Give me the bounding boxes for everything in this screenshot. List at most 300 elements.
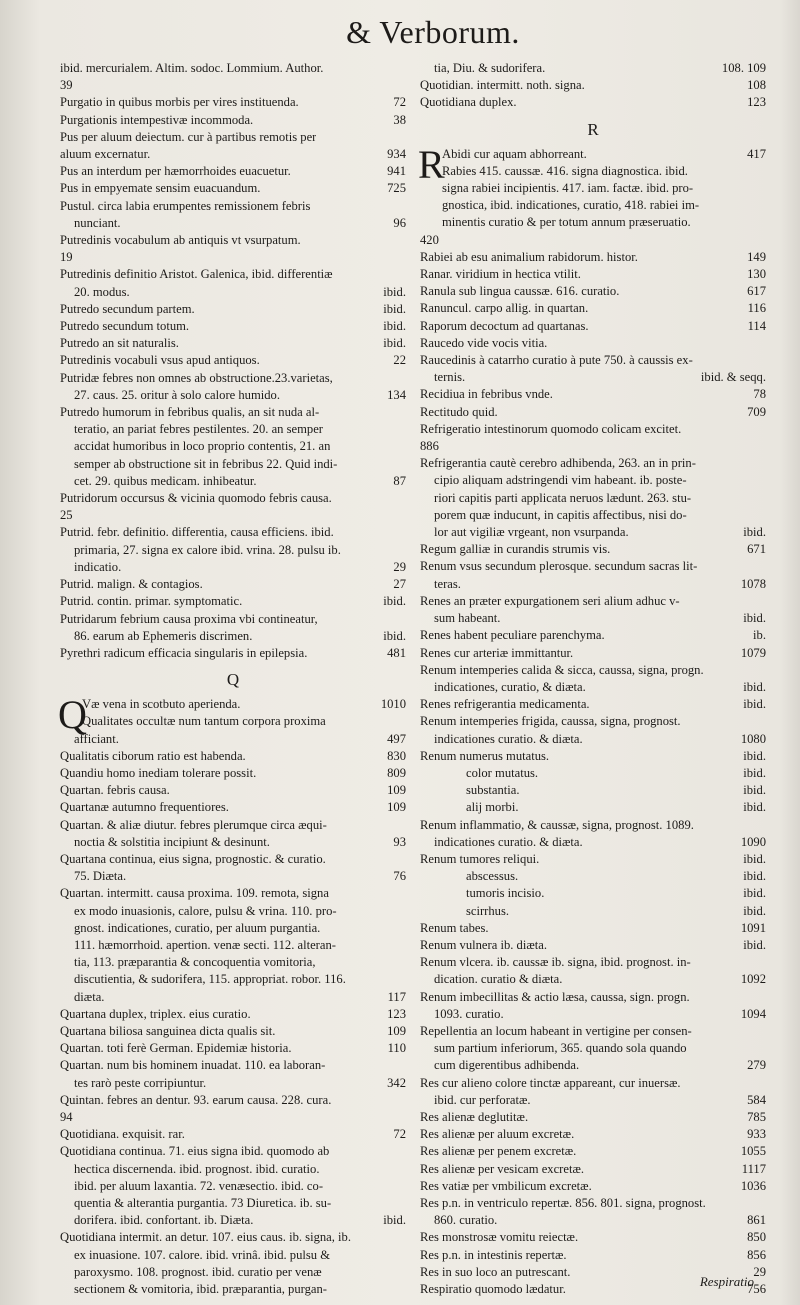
entry-page-ref: 108 bbox=[747, 78, 766, 93]
index-entry bbox=[60, 1229, 406, 1246]
index-entry bbox=[420, 1195, 766, 1212]
entry-text: Renum tabes. bbox=[420, 920, 489, 935]
entry-page-ref: 1091 bbox=[740, 920, 766, 935]
index-entry bbox=[420, 645, 766, 662]
entry-text: Quotidian. intermitt. noth. signa. bbox=[420, 78, 585, 93]
entry-page-ref: ibid. bbox=[383, 301, 406, 316]
entry-text: primaria, 27. signa ex calore ibid. vrina. 28. pulsu ib. bbox=[74, 542, 341, 557]
index-entry bbox=[420, 1178, 766, 1195]
index-entry bbox=[420, 438, 766, 455]
index-entry bbox=[420, 713, 766, 730]
entry-text: 860. curatio. bbox=[434, 1213, 498, 1228]
entry-text: Quartana continua, eius signa, prognostic. & curatio. bbox=[60, 851, 326, 866]
entry-page-ref: 38 bbox=[393, 112, 406, 127]
entry-text: noctia & solstitia incipiunt & desinunt. bbox=[74, 834, 270, 849]
index-entry bbox=[420, 1161, 766, 1178]
entry-text: substantia. bbox=[466, 783, 520, 798]
entry-page-ref: 109 bbox=[387, 1023, 406, 1038]
index-entry bbox=[60, 576, 406, 593]
entry-text: 75. Diæta. bbox=[74, 869, 127, 884]
entry-text: Refrigeratio intestinorum quomodo colicam excitet. bbox=[420, 421, 682, 436]
index-entry bbox=[420, 369, 766, 386]
index-entry bbox=[420, 1143, 766, 1160]
index-entry bbox=[60, 782, 406, 799]
entry-text: Res alienæ per penem excretæ. bbox=[420, 1144, 577, 1159]
entry-text: 27. caus. 25. oritur à solo calore humido. bbox=[74, 387, 281, 402]
entry-page-ref: 27 bbox=[393, 577, 406, 592]
catchword: Respiratio bbox=[699, 1274, 754, 1289]
entry-text: Abidi cur aquam abhorreant. bbox=[442, 146, 587, 161]
entry-page-ref: 117 bbox=[387, 989, 406, 1004]
entry-text: 94 bbox=[60, 1109, 73, 1124]
entry-text: Renes refrigerantia medicamenta. bbox=[420, 697, 590, 712]
index-columns bbox=[60, 60, 766, 1298]
entry-text: Res monstrosæ vomitu reiectæ. bbox=[420, 1230, 579, 1245]
entry-text: tes rarò peste corripiuntur. bbox=[74, 1075, 207, 1090]
entry-text: Qualitates occultæ num tantum corpora proxima bbox=[82, 714, 326, 729]
entry-text: Rabies 415. caussæ. 416. signa diagnostica. ibid. bbox=[442, 163, 688, 178]
index-entry bbox=[420, 335, 766, 352]
entry-page-ref: 1010 bbox=[380, 697, 406, 712]
entry-text: Putredo humorum in febribus qualis, an sit nuda al- bbox=[60, 405, 320, 420]
entry-page-ref: 72 bbox=[393, 1127, 406, 1142]
index-entry bbox=[60, 318, 406, 335]
entry-page-ref: 279 bbox=[747, 1058, 766, 1073]
index-entry bbox=[60, 834, 406, 851]
index-entry bbox=[60, 456, 406, 473]
index-entry bbox=[420, 662, 766, 679]
entry-text: indicationes, curatio, & diæta. bbox=[434, 679, 586, 694]
entry-text: indicatio. bbox=[74, 559, 122, 574]
entry-page-ref: 584 bbox=[747, 1092, 766, 1107]
index-entry bbox=[60, 817, 406, 834]
entry-text: ibid. mercurialem. Altim. sodoc. Lommium. Author. bbox=[60, 61, 324, 75]
entry-page-ref: 1090 bbox=[740, 834, 766, 849]
entry-text: Pustul. circa labia erumpentes remissionem febris bbox=[60, 198, 311, 213]
index-entry bbox=[420, 1126, 766, 1143]
left-column bbox=[60, 60, 406, 1298]
entry-text: Pus an interdum per hæmorrhoides euacuetur. bbox=[60, 164, 291, 179]
entry-text: 86. earum ab Ephemeris discrimen. bbox=[74, 628, 253, 643]
entry-text: Regum galliæ in curandis strumis vis. bbox=[420, 542, 611, 557]
index-entry bbox=[60, 370, 406, 387]
entry-text: Renum inflammatio, & caussæ, signa, prognost. 1089. bbox=[420, 817, 694, 832]
entry-text: Res p.n. in ventriculo repertæ. 856. 801. signa, prognost. bbox=[420, 1196, 706, 1210]
entry-text: 111. hæmorrhoid. apertion. venæ secti. 112. alteran- bbox=[74, 937, 336, 952]
entry-text: ibid. per aluum laxantia. 72. venæsectio. ibid. co- bbox=[74, 1178, 324, 1193]
index-entry bbox=[420, 627, 766, 644]
entry-text: teras. bbox=[434, 576, 461, 591]
entry-text: Recidiua in febribus vnde. bbox=[420, 387, 553, 402]
entry-text: minentis curatio & per totum annum præseruatio. bbox=[442, 215, 691, 230]
index-entry bbox=[420, 60, 766, 77]
index-entry bbox=[420, 937, 766, 954]
entry-page-ref: 22 bbox=[393, 353, 406, 368]
entry-text: gnostica, ibid. indicationes, curatio, 418. rabiei im- bbox=[442, 198, 700, 213]
index-entry bbox=[420, 885, 766, 902]
entry-text: Putridæ febres non omnes ab obstructione.23.varietas, bbox=[60, 370, 333, 385]
entry-page-ref: ibid. bbox=[383, 319, 406, 334]
entry-text: cipio aliquam adstringendi vim habeant. ib. poste- bbox=[434, 473, 687, 488]
index-entry bbox=[60, 421, 406, 438]
index-entry bbox=[420, 1006, 766, 1023]
entry-text: sum habeant. bbox=[434, 611, 501, 626]
entry-text: cum digerentibus adhibenda. bbox=[434, 1058, 580, 1073]
index-entry bbox=[60, 1281, 406, 1298]
entry-text: Res p.n. in intestinis repertæ. bbox=[420, 1247, 567, 1262]
index-entry bbox=[60, 713, 406, 730]
entry-text: Raporum decoctum ad quartanas. bbox=[420, 318, 589, 333]
entry-page-ref: 1078 bbox=[740, 576, 766, 591]
entry-page-ref: 109 bbox=[387, 800, 406, 815]
index-entry bbox=[60, 112, 406, 129]
entry-text: Quartan. & aliæ diutur. febres plerumque circa æqui- bbox=[60, 817, 327, 832]
index-entry bbox=[420, 679, 766, 696]
index-entry bbox=[60, 937, 406, 954]
entry-text: sectionem & vomitoria, ibid. præparantia, purgan- bbox=[74, 1282, 327, 1297]
index-entry bbox=[60, 559, 406, 576]
index-entry bbox=[420, 214, 766, 231]
index-entry bbox=[60, 438, 406, 455]
entry-page-ref: ibid. bbox=[743, 679, 766, 694]
index-entry bbox=[60, 266, 406, 283]
entry-text: scirrhus. bbox=[466, 903, 510, 918]
index-entry bbox=[420, 799, 766, 816]
entry-text: Quartana duplex, triplex. eius curatio. bbox=[60, 1006, 251, 1021]
entry-text: 886 bbox=[420, 439, 439, 454]
index-entry bbox=[60, 1178, 406, 1195]
entry-page-ref: 78 bbox=[753, 387, 766, 402]
entry-text: Qualitatis ciborum ratio est habenda. bbox=[60, 748, 246, 763]
index-entry bbox=[60, 60, 406, 77]
index-entry bbox=[60, 611, 406, 628]
entry-text: alij morbi. bbox=[466, 800, 519, 815]
index-entry bbox=[420, 558, 766, 575]
index-entry bbox=[60, 146, 406, 163]
entry-page-ref: 497 bbox=[387, 731, 406, 746]
entry-text: Res alienæ per aluum excretæ. bbox=[420, 1127, 575, 1142]
entry-page-ref: ibid. bbox=[743, 765, 766, 780]
index-entry bbox=[60, 94, 406, 111]
index-entry bbox=[60, 645, 406, 662]
index-entry bbox=[60, 232, 406, 249]
entry-text: Putredo an sit naturalis. bbox=[60, 336, 179, 351]
entry-text: Renum tumores reliqui. bbox=[420, 851, 540, 866]
entry-text: tumoris incisio. bbox=[466, 886, 545, 901]
entry-text: Pus per aluum deiectum. cur à partibus remotis per bbox=[60, 129, 317, 144]
entry-page-ref: 1094 bbox=[740, 1006, 766, 1021]
entry-text: Putrid. malign. & contagios. bbox=[60, 577, 203, 592]
right-column bbox=[420, 60, 766, 1298]
index-entry bbox=[60, 542, 406, 559]
entry-text: signa rabiei incipientis. 417. iam. factæ. ibid. pro- bbox=[442, 181, 694, 196]
index-entry bbox=[420, 77, 766, 94]
entry-text: Renes an præter expurgationem seri alium adhuc v- bbox=[420, 593, 680, 608]
index-entry bbox=[60, 1264, 406, 1281]
entry-text: Refrigerantia cautè cerebro adhibenda, 263. an in prin- bbox=[420, 456, 696, 471]
index-entry bbox=[420, 610, 766, 627]
entry-text: Quintan. febres an dentur. 93. earum causa. 228. cura. bbox=[60, 1092, 332, 1107]
entry-text: aluum excernatur. bbox=[60, 147, 151, 162]
index-entry bbox=[60, 851, 406, 868]
index-entry bbox=[420, 507, 766, 524]
entry-text: Respiratio quomodo lædatur. bbox=[420, 1282, 566, 1297]
index-entry bbox=[60, 215, 406, 232]
entry-page-ref: ibid. bbox=[743, 937, 766, 952]
entry-page-ref: ibid. bbox=[383, 1213, 406, 1228]
index-entry bbox=[420, 146, 766, 163]
index-entry bbox=[420, 903, 766, 920]
entry-text: afficiant. bbox=[74, 731, 119, 746]
entry-text: Res in suo loco an putrescant. bbox=[420, 1264, 571, 1279]
index-entry bbox=[60, 1006, 406, 1023]
entry-text: Purgationis intempestivæ incommoda. bbox=[60, 112, 254, 127]
entry-page-ref: ibid. bbox=[383, 336, 406, 351]
entry-text: Putredinis vocabulum ab antiquis vt vsurpatum. bbox=[60, 233, 301, 248]
index-entry bbox=[420, 1023, 766, 1040]
index-entry bbox=[60, 198, 406, 215]
entry-text: Putredo secundum partem. bbox=[60, 301, 195, 316]
entry-text: Putridarum febrium causa proxima vbi contineatur, bbox=[60, 611, 318, 626]
index-entry bbox=[420, 455, 766, 472]
entry-page-ref: 417 bbox=[747, 146, 766, 161]
entry-text: 420 bbox=[420, 232, 439, 247]
entry-text: Rabiei ab esu animalium rabidorum. histor. bbox=[420, 249, 638, 264]
index-entry bbox=[60, 868, 406, 885]
entry-text: Ranuncul. carpo allig. in quartan. bbox=[420, 301, 589, 316]
entry-page-ref: 617 bbox=[747, 284, 766, 299]
entry-text: discutientia, & sudorifera, 115. appropriat. robor. 116. bbox=[74, 972, 346, 987]
index-entry bbox=[60, 473, 406, 490]
entry-text: Renum vulnera ib. diæta. bbox=[420, 937, 547, 952]
index-entry bbox=[60, 748, 406, 765]
entry-text: Quandiu homo inediam tolerare possit. bbox=[60, 765, 257, 780]
entry-page-ref: 134 bbox=[387, 387, 406, 402]
index-entry bbox=[60, 1195, 406, 1212]
entry-text: ex modo inuasionis, calore, pulsu & vrina. 110. pro- bbox=[74, 903, 337, 918]
index-entry bbox=[420, 989, 766, 1006]
entry-text: accidat humoribus in loco proprio contentis, 21. an bbox=[74, 439, 331, 454]
entry-text: Putrid. febr. definitio. differentia, causa efficiens. ibid. bbox=[60, 525, 334, 540]
index-entry bbox=[60, 628, 406, 645]
index-entry bbox=[420, 266, 766, 283]
index-entry bbox=[420, 300, 766, 317]
entry-text: Quartana biliosa sanguinea dicta qualis sit. bbox=[60, 1023, 276, 1038]
entry-text: indicationes curatio. & diæta. bbox=[434, 731, 583, 746]
entry-page-ref: 130 bbox=[747, 267, 766, 282]
entry-page-ref: 1055 bbox=[740, 1144, 766, 1159]
index-entry bbox=[60, 593, 406, 610]
entry-page-ref: ibid. bbox=[383, 628, 406, 643]
index-entry bbox=[60, 971, 406, 988]
index-entry bbox=[60, 1092, 406, 1109]
index-entry bbox=[60, 284, 406, 301]
entry-page-ref: ibid. bbox=[743, 869, 766, 884]
entry-text: dication. curatio & diæta. bbox=[434, 972, 563, 987]
index-entry bbox=[60, 1126, 406, 1143]
index-entry bbox=[60, 885, 406, 902]
entry-page-ref: 934 bbox=[387, 147, 406, 162]
index-entry bbox=[60, 1143, 406, 1160]
entry-text: Quartan. febris causa. bbox=[60, 783, 170, 798]
drop-cap: Q bbox=[58, 692, 87, 738]
entry-page-ref: 1080 bbox=[740, 731, 766, 746]
entry-page-ref: 149 bbox=[747, 249, 766, 264]
entry-page-ref: 856 bbox=[747, 1247, 766, 1262]
index-entry bbox=[420, 1075, 766, 1092]
entry-text: Quartan. toti ferè German. Epidemiæ historia. bbox=[60, 1041, 292, 1056]
entry-page-ref: ibid. bbox=[743, 800, 766, 815]
entry-page-ref: 1079 bbox=[740, 645, 766, 660]
index-entry bbox=[60, 1212, 406, 1229]
entry-text: Res alienæ deglutitæ. bbox=[420, 1109, 529, 1124]
index-entry bbox=[420, 971, 766, 988]
entry-text: Repellentia an locum habeant in vertigine per consen- bbox=[420, 1023, 692, 1038]
index-entry bbox=[420, 490, 766, 507]
entry-page-ref: 116 bbox=[747, 301, 766, 316]
entry-text: Quotidiana continua. 71. eius signa ibid. quomodo ab bbox=[60, 1144, 330, 1159]
index-entry bbox=[420, 421, 766, 438]
index-entry bbox=[420, 318, 766, 335]
index-entry bbox=[60, 1109, 406, 1126]
entry-page-ref: 87 bbox=[393, 473, 406, 488]
entry-text: Purgatio in quibus morbis per vires instituenda. bbox=[60, 95, 299, 110]
index-entry bbox=[420, 731, 766, 748]
entry-text: Quotidiana. exquisit. rar. bbox=[60, 1127, 185, 1142]
entry-text: dorifera. ibid. confortant. ib. Diæta. bbox=[74, 1213, 254, 1228]
entry-page-ref: ibid. bbox=[743, 697, 766, 712]
entry-page-ref: ibid. bbox=[743, 903, 766, 918]
index-entry bbox=[60, 335, 406, 352]
entry-page-ref: 29 bbox=[393, 559, 406, 574]
index-entry bbox=[420, 94, 766, 111]
entry-text: Res cur alieno colore tinctæ appareant, cur inuersæ. bbox=[420, 1075, 681, 1090]
entry-page-ref: ibid. bbox=[743, 851, 766, 866]
entry-text: tia, Diu. & sudorifera. bbox=[434, 61, 546, 75]
entry-text: Pyrethri radicum efficacia singularis in epilepsia. bbox=[60, 645, 308, 660]
entry-page-ref: 114 bbox=[747, 318, 766, 333]
index-entry bbox=[420, 163, 766, 180]
index-entry bbox=[420, 197, 766, 214]
index-entry bbox=[420, 541, 766, 558]
entry-page-ref: 725 bbox=[387, 181, 406, 196]
entry-page-ref: 108. 109 bbox=[721, 61, 766, 75]
entry-text: Putridorum occursus & vicinia quomodo febris causa. bbox=[60, 491, 332, 506]
index-entry bbox=[60, 920, 406, 937]
index-entry bbox=[60, 1247, 406, 1264]
entry-text: sum partium inferiorum, 365. quando sola quando bbox=[434, 1041, 687, 1056]
index-entry bbox=[60, 1075, 406, 1092]
section-letter-heading: Q bbox=[226, 670, 240, 690]
page-header: & Verborum. bbox=[346, 14, 520, 50]
entry-text: indicationes curatio. & diæta. bbox=[434, 834, 583, 849]
index-entry bbox=[420, 524, 766, 541]
index-entry bbox=[420, 782, 766, 799]
entry-text: gnost. indicationes, curatio, per aluum purgantia. bbox=[74, 920, 321, 935]
entry-page-ref: ibid. bbox=[383, 284, 406, 299]
drop-cap: R bbox=[418, 141, 445, 187]
index-entry bbox=[420, 868, 766, 885]
index-entry bbox=[60, 301, 406, 318]
entry-page-ref: 109 bbox=[387, 783, 406, 798]
entry-text: Raucedo vide vocis vitia. bbox=[420, 335, 548, 350]
index-entry bbox=[420, 851, 766, 868]
entry-text: porem quæ inducunt, in capitis affectibus, nisi do- bbox=[434, 507, 687, 522]
index-entry bbox=[60, 180, 406, 197]
entry-text: hectica discernenda. ibid. prognost. ibid. curatio. bbox=[74, 1161, 320, 1176]
entry-page-ref: ibid. bbox=[743, 886, 766, 901]
entry-text: Renum imbecillitas & actio læsa, caussa, sign. progn. bbox=[420, 989, 690, 1004]
entry-text: Quartanæ autumno frequentiores. bbox=[60, 800, 229, 815]
index-entry bbox=[60, 1057, 406, 1074]
index-entry bbox=[60, 731, 406, 748]
entry-page-ref: 123 bbox=[747, 95, 766, 110]
entry-text: Quartan. intermitt. causa proxima. 109. remota, signa bbox=[60, 886, 329, 901]
index-entry bbox=[60, 163, 406, 180]
entry-text: Pus in empyemate sensim euacuandum. bbox=[60, 181, 261, 196]
index-entry bbox=[60, 989, 406, 1006]
index-entry bbox=[420, 1040, 766, 1057]
entry-text: Putredo secundum totum. bbox=[60, 319, 190, 334]
index-entry bbox=[420, 1247, 766, 1264]
entry-page-ref: 850 bbox=[747, 1230, 766, 1245]
entry-page-ref: 110 bbox=[387, 1041, 406, 1056]
entry-text: lor aut vigiliæ vrgeant, non vsurpanda. bbox=[434, 525, 629, 540]
entry-text: Rectitudo quid. bbox=[420, 404, 498, 419]
entry-text: 25 bbox=[60, 508, 73, 523]
index-entry bbox=[420, 576, 766, 593]
entry-page-ref: ibid. & seqq. bbox=[700, 370, 766, 385]
index-entry bbox=[60, 1161, 406, 1178]
entry-text: diæta. bbox=[74, 989, 105, 1004]
entry-page-ref: ibid. bbox=[383, 594, 406, 609]
entry-page-ref: ibid. bbox=[743, 525, 766, 540]
index-entry bbox=[420, 472, 766, 489]
entry-page-ref: 1117 bbox=[741, 1161, 766, 1176]
entry-text: Renes habent peculiare parenchyma. bbox=[420, 628, 605, 643]
entry-text: teratio, an pariat febres pestilentes. 20. an semper bbox=[74, 422, 323, 437]
index-entry bbox=[420, 1092, 766, 1109]
entry-text: Væ vena in scotbuto aperienda. bbox=[82, 697, 241, 712]
index-entry bbox=[60, 77, 406, 94]
index-entry bbox=[60, 696, 406, 713]
index-entry bbox=[60, 387, 406, 404]
index-entry bbox=[420, 386, 766, 403]
index-entry bbox=[420, 817, 766, 834]
index-entry bbox=[420, 696, 766, 713]
index-entry bbox=[420, 593, 766, 610]
index-entry bbox=[420, 920, 766, 937]
entry-page-ref: 861 bbox=[747, 1213, 766, 1228]
entry-page-ref: 1092 bbox=[740, 972, 766, 987]
index-entry bbox=[60, 524, 406, 541]
entry-page-ref: 785 bbox=[747, 1109, 766, 1124]
entry-text: Renum intemperies frigida, caussa, signa, prognost. bbox=[420, 714, 681, 729]
entry-page-ref: 756 bbox=[747, 1282, 766, 1297]
entry-page-ref: 809 bbox=[387, 765, 406, 780]
index-entry bbox=[60, 404, 406, 421]
index-entry bbox=[60, 1023, 406, 1040]
entry-text: Renes cur arteriæ immittantur. bbox=[420, 645, 574, 660]
entry-page-ref: 941 bbox=[387, 164, 406, 179]
entry-page-ref: 93 bbox=[393, 834, 406, 849]
index-entry bbox=[60, 249, 406, 266]
entry-text: Quotidiana intermit. an detur. 107. eius caus. ib. signa, ib. bbox=[60, 1230, 352, 1245]
entry-text: 20. modus. bbox=[74, 284, 130, 299]
index-entry bbox=[420, 1212, 766, 1229]
entry-text: cet. 29. quibus medicam. inhibeatur. bbox=[74, 473, 257, 488]
index-entry bbox=[420, 765, 766, 782]
